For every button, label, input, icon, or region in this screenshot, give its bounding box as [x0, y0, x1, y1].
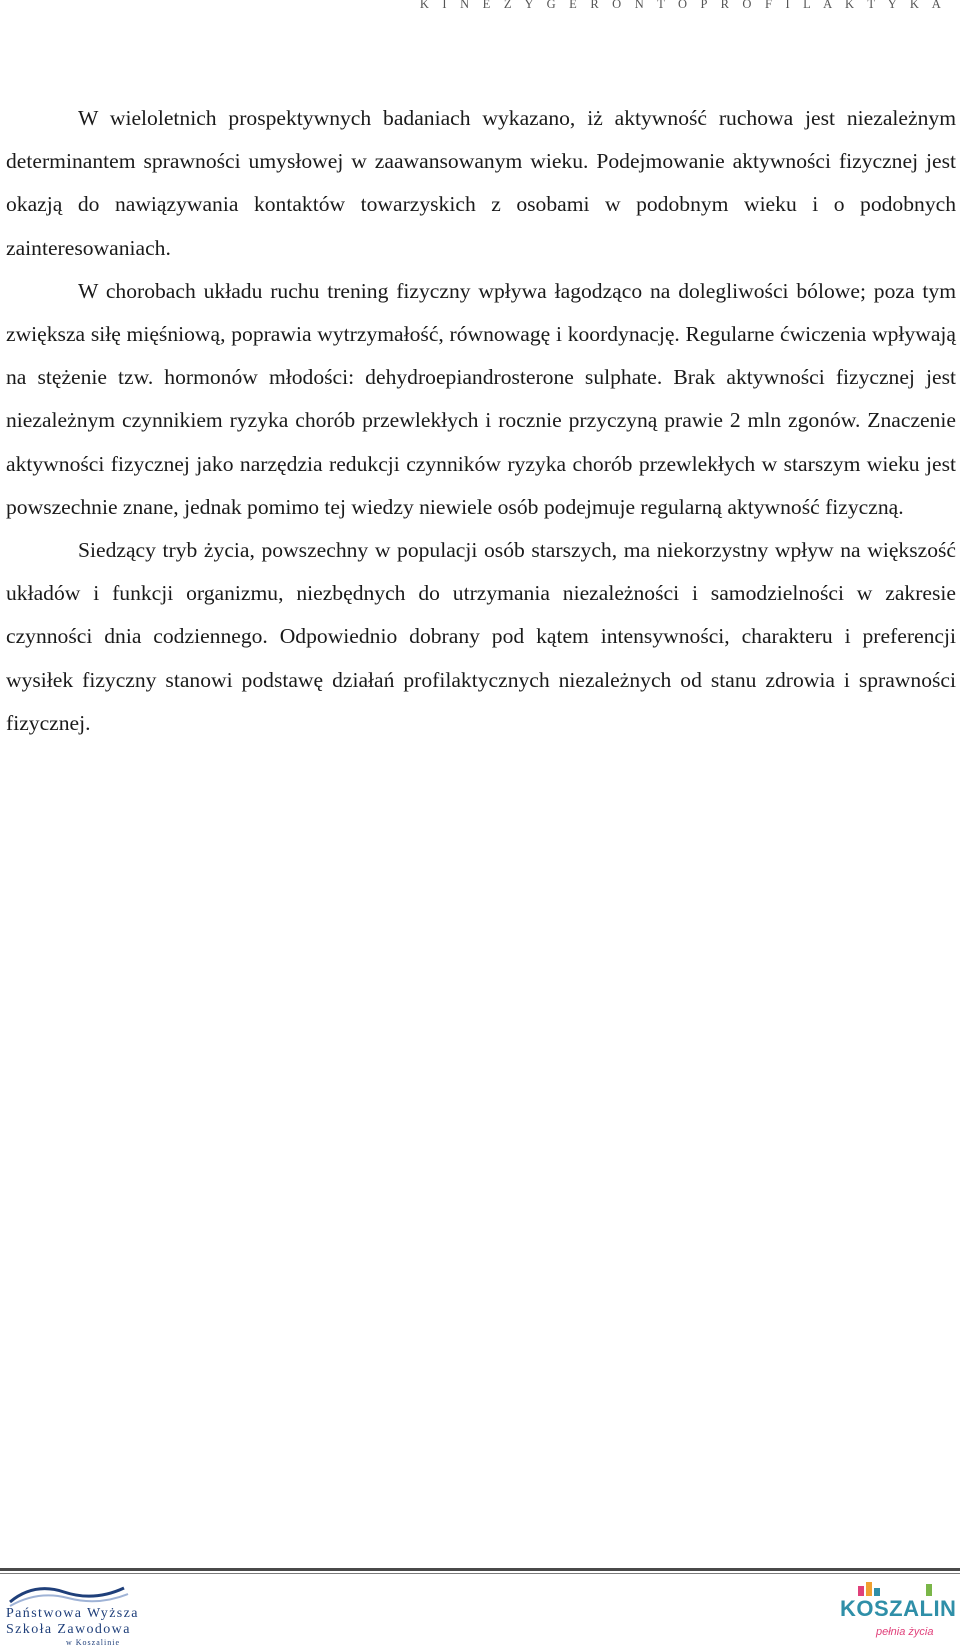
pwsz-logo-line1: Państwowa Wyższa — [6, 1606, 139, 1621]
pwsz-logo-line3: w Koszalinie — [66, 1638, 120, 1647]
pwsz-logo — [4, 1578, 184, 1646]
document-body — [6, 97, 956, 745]
footer-rule-thin — [0, 1573, 960, 1574]
pwsz-logo-line2: Szkoła Zawodowa — [6, 1622, 131, 1637]
paragraph-3: Siedzący tryb życia, powszechny w populacji osób starszych, ma niekorzystny wpływ na większość układów i funkcji organizmu, niezbędnych do utrzymania niezależności i samodzielności w zakresie czynności dnia codziennego. Odpowiednio dobrany pod kątem intensywności, charakteru i preferencji wysiłek fizyczny stanowi podstawę działań profilaktycznych niezależnych od stanu zdrowia i sprawności fizycznej. — [6, 538, 956, 735]
koszalin-logo-word: KOSZALIN — [840, 1596, 957, 1621]
running-header: K I N E Z Y G E R O N T O P R O F I L A K T Y K A — [419, 0, 946, 11]
koszalin-logo-tagline: pełnia życia — [876, 1626, 934, 1638]
pwsz-emblem-icon — [4, 1578, 184, 1608]
koszalin-logo — [836, 1580, 956, 1646]
paragraph-2: W chorobach układu ruchu trening fizyczny wpływa łagodząco na dolegliwości bólowe; poza tym zwiększa siłę mięśniową, poprawia wytrzymałość, równowagę i koordynację. Regularne ćwiczenia wpływają na stężenie tzw. hormonów młodości: dehydroepiandrosterone sulphate. Brak aktywności fizycznej jest niezależnym czynnikiem ryzyka chorób przewlekłych i rocznie przyczyną prawie 2 mln zgonów. Znaczenie aktywności fizycznej jako narzędzia redukcji czynników ryzyka chorób przewlekłych w starszym wieku jest powszechnie znane, jednak pomimo tej wiedzy niewiele osób podejmuje regularną aktywność fizyczną. — [6, 278, 956, 519]
paragraph-1: W wieloletnich prospektywnych badaniach wykazano, iż aktywność ruchowa jest niezależnym determinantem sprawności umysłowej w zaawansowanym wieku. Podejmowanie aktywności fizycznej jest okazją do nawiązywania kontaktów towarzyskich z osobami w podobnym wieku i o podobnych zainteresowaniach. — [6, 106, 956, 260]
footer-rule — [0, 1568, 960, 1571]
